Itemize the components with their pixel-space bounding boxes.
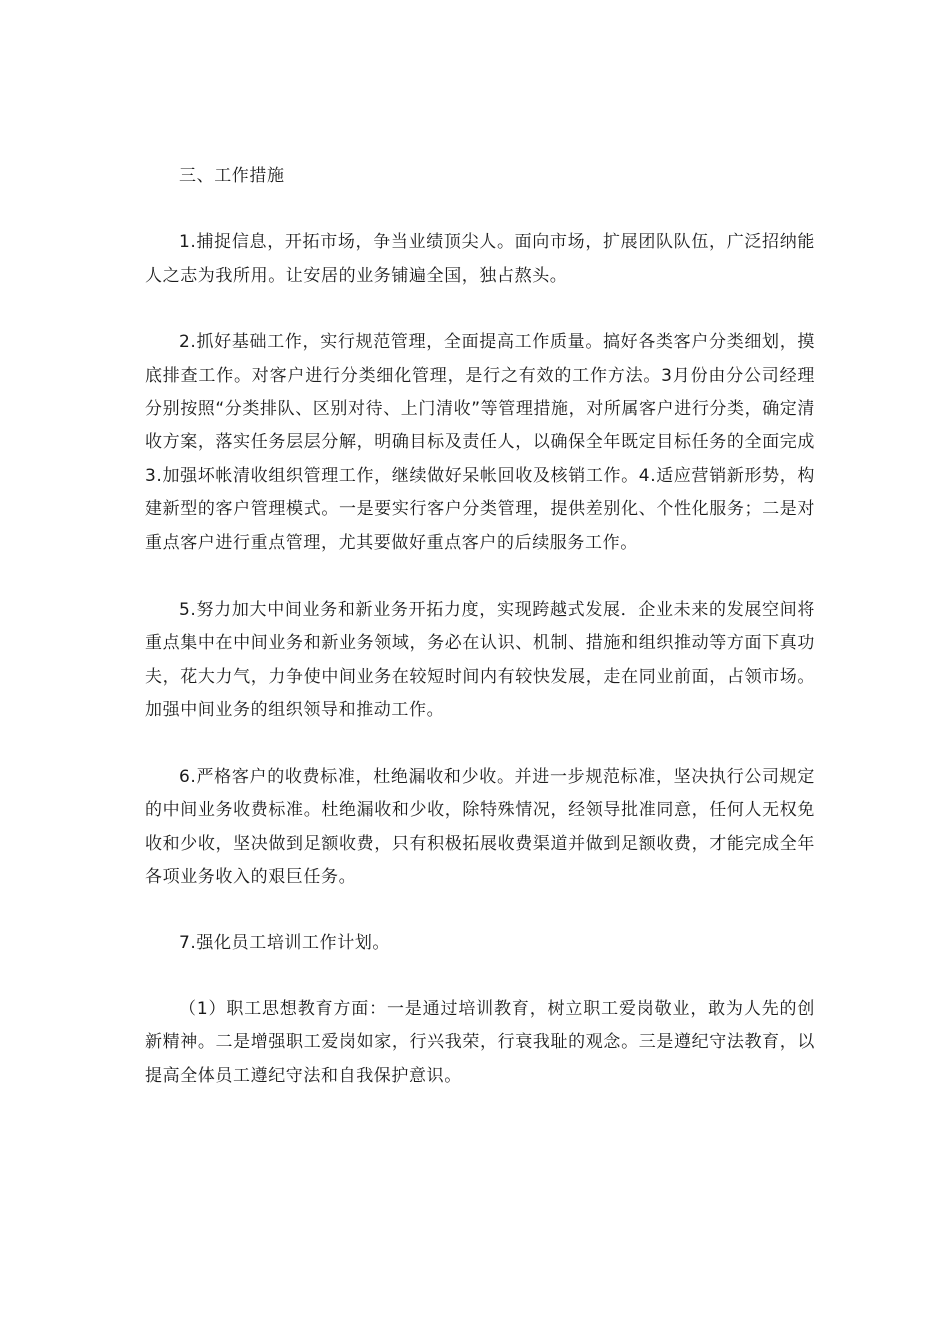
- paragraph-1: 1.捕捉信息，开拓市场，争当业绩顶尖人。面向市场，扩展团队队伍，广泛招纳能人之志为我所用。让安居的业务铺遍全国，独占熬头。: [145, 232, 815, 286]
- paragraph-6: 6.严格客户的收费标准，杜绝漏收和少收。并进一步规范标准，坚决执行公司规定的中间业务收费标准。杜绝漏收和少收，除特殊情况，经领导批准同意，任何人无权免收和少收，坚决做到足额收费，只有积极拓展收费渠道并做到足额收费，才能完成全年各项业务收入的艰巨任务。: [145, 766, 815, 887]
- paragraph-7-1: （1）职工思想教育方面：一是通过培训教育，树立职工爱岗敬业，敢为人先的创新精神。二是增强职工爱岗如家，行兴我荣，行衰我耻的观念。三是遵纪守法教育，以提高全体员工遵纪守法和自我保护意识。: [145, 998, 815, 1086]
- section-heading: 三、工作措施: [179, 166, 285, 186]
- document-body: [145, 160, 815, 1093]
- paragraph-2: 2.抓好基础工作，实行规范管理，全面提高工作质量。搞好各类客户分类细划，摸底排查工作。对客户进行分类细化管理，是行之有效的工作方法。3月份由分公司经理分别按照“分类排队、区别对待、上门清收”等管理措施，对所属客户进行分类，确定清收方案，落实任务层层分解，明确目标及责任人，以确保全年既定目标任务的全面完成 3.加强坏帐清收组织管理工作，继续做好呆帐回收及核销工作。4.适应营销新形势，构建新型的客户管理模式。一是要实行客户分类管理，提供差别化、个性化服务；二是对重点客户进行重点管理，尤其要做好重点客户的后续服务工作。: [145, 332, 816, 553]
- paragraph-5: 5.努力加大中间业务和新业务开拓力度，实现跨越式发展．企业未来的发展空间将重点集中在中间业务和新业务领域，务必在认识、机制、措施和组织推动等方面下真功夫，花大力气，力争使中间业务在较短时间内有较快发展，走在同业前面，占领市场。加强中间业务的组织领导和推动工作。: [145, 600, 815, 721]
- paragraph-7: 7.强化员工培训工作计划。: [179, 933, 391, 954]
